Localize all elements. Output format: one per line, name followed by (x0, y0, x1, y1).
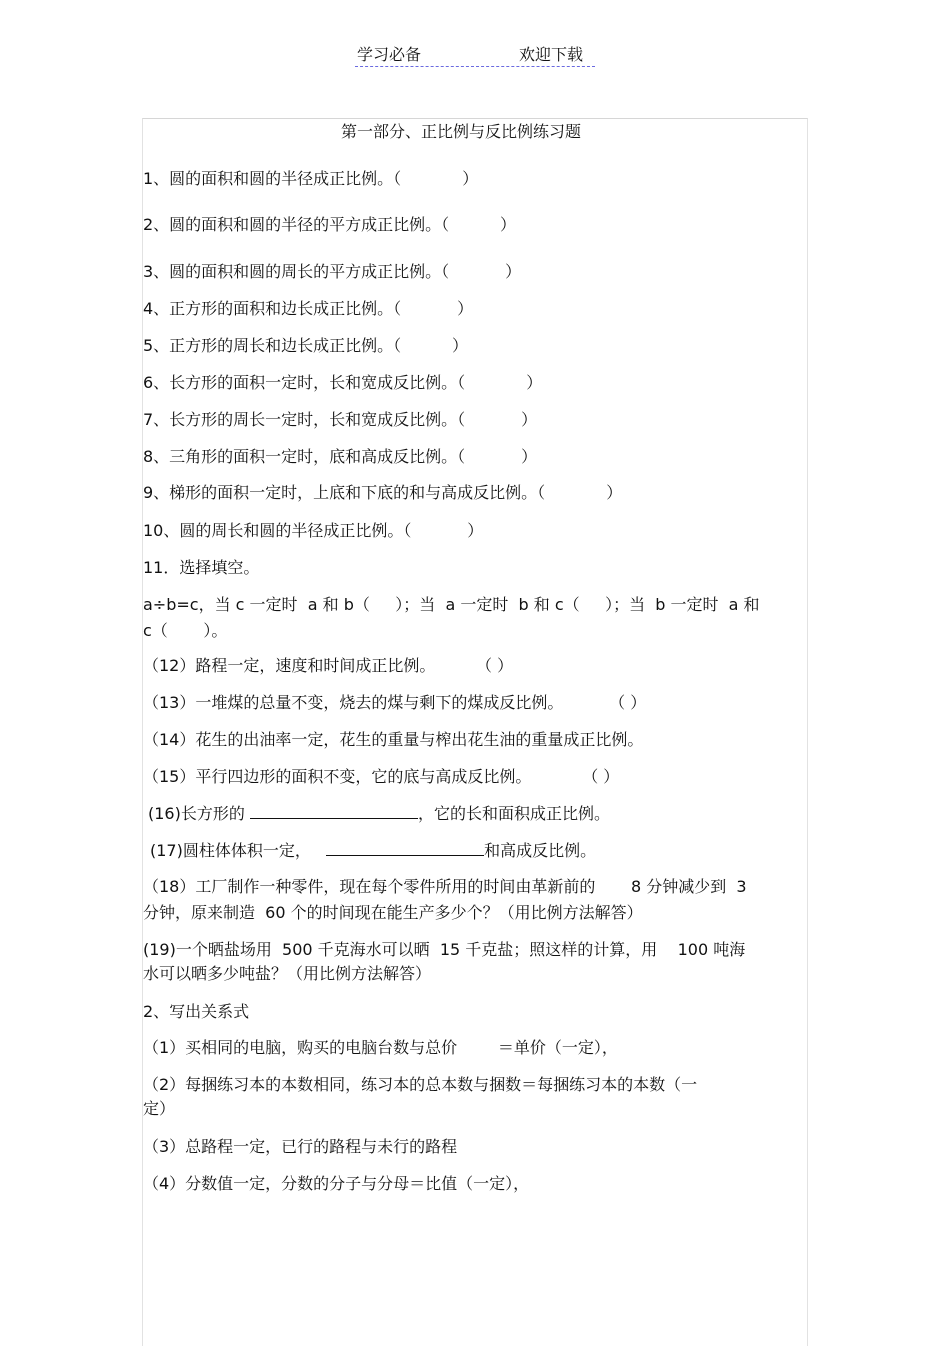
question-line: （4）分数值一定，分数的分子与分母＝比值（一定）， (143, 1174, 530, 1193)
section-label: 2、写出关系式 (143, 1002, 250, 1021)
question-line: 4、正方形的面积和边长成正比例。（ ） (143, 299, 474, 318)
question-16 (148, 804, 610, 824)
question-line: a÷b=c，当 c 一定时 a 和 b（ ）；当 a 一定时 b 和 c（ ）；当 b 一定时 a 和 (143, 595, 760, 614)
document-title: 第一部分、正比例与反比例练习题 (340, 122, 581, 141)
answer-blank (326, 841, 484, 856)
question-line: 6、长方形的面积一定时，长和宽成反比例。（ ） (143, 373, 543, 392)
page-header (355, 40, 595, 67)
question-line: （14）花生的出油率一定，花生的重量与榨出花生油的重量成正比例。 (143, 730, 644, 749)
question-line: 10、圆的周长和圆的半径成正比例。（ ） (143, 521, 484, 540)
q17-after: 和高成反比例。 (484, 841, 597, 860)
question-line: 2、圆的面积和圆的半径的平方成正比例。（ ） (143, 215, 517, 234)
question-line: 7、长方形的周长一定时，长和宽成反比例。（ ） (143, 410, 538, 429)
question-line: 5、正方形的周长和边长成正比例。（ ） (143, 336, 469, 355)
question-line: （18）工厂制作一种零件，现在每个零件所用的时间由革新前的 8 分钟减少到 3 (143, 877, 747, 896)
q17-before: (17)圆柱体体积一定， (150, 841, 327, 860)
question-line: （12）路程一定，速度和时间成正比例。 （ ） (143, 656, 514, 675)
question-line: 9、梯形的面积一定时，上底和下底的和与高成反比例。（ ） (143, 483, 623, 502)
section-label: 11．选择填空。 (143, 558, 260, 577)
question-line: （2）每捆练习本的本数相同，练习本的总本数与捆数＝每捆练习本的本数（一 (143, 1075, 698, 1094)
q16-before: (16)长方形的 (148, 804, 250, 823)
answer-blank (250, 804, 418, 819)
question-line: （15）平行四边形的面积不变，它的底与高成反比例。 （ ） (143, 767, 620, 786)
question-line: （13）一堆煤的总量不变，烧去的煤与剩下的煤成反比例。 （ ） (143, 693, 647, 712)
question-line: 8、三角形的面积一定时，底和高成反比例。（ ） (143, 447, 538, 466)
question-line: （1）买相同的电脑，购买的电脑台数与总价 ＝单价（一定）， (143, 1038, 618, 1057)
question-line-continued: 水可以晒多少吨盐？（用比例方法解答） (143, 964, 432, 983)
question-line-continued: 分钟，原来制造 60 个的时间现在能生产多少个？（用比例方法解答） (143, 903, 643, 922)
q16-after: ，它的长和面积成正比例。 (417, 804, 610, 823)
question-line: （3）总路程一定，已行的路程与未行的路程 (143, 1137, 458, 1156)
header-right-text: 欢迎下载 (519, 45, 584, 64)
question-line-continued: 定） (143, 1099, 176, 1118)
question-17 (150, 841, 596, 861)
question-line: (19)一个晒盐场用 500 千克海水可以晒 15 千克盐；照这样的计算，用 100 吨海 (143, 940, 746, 959)
question-line: 3、圆的面积和圆的周长的平方成正比例。（ ） (143, 262, 522, 281)
question-line-continued: c（ ）。 (143, 621, 228, 640)
question-line: 1、圆的面积和圆的半径成正比例。（ ） (143, 169, 479, 188)
header-left-text: 学习必备 (357, 45, 422, 64)
